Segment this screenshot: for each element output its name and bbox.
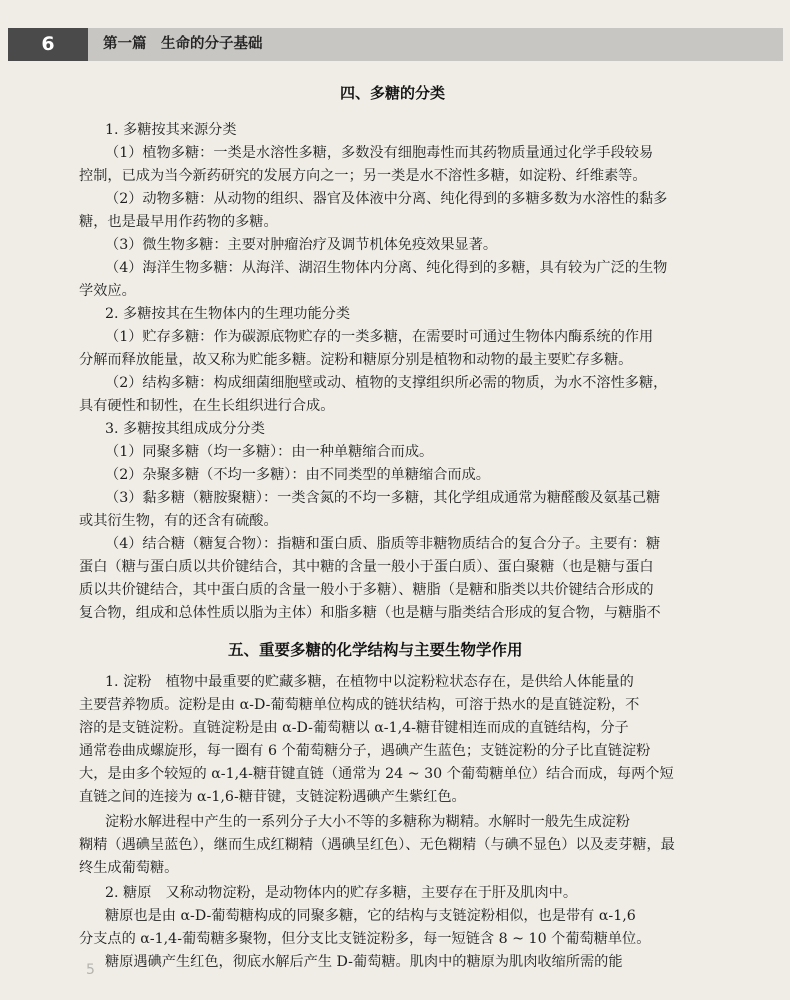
paragraph-line: 或其衍生物，有的还含有硫酸。	[79, 513, 278, 529]
paragraph-line: 质以共价键结合，其中蛋白质的含量一般小于多糖）、糖脂（是糖和脂类以共价键结合形成的	[79, 582, 654, 598]
paragraph-line: 分解而释放能量，故又称为贮能多糖。淀粉和糖原分别是植物和动物的最主要贮存多糖。	[79, 352, 633, 368]
subheading: 2. 多糖按其在生物体内的生理功能分类	[105, 306, 351, 322]
subheading: 3. 多糖按其组成成分分类	[105, 421, 265, 437]
running-header	[8, 28, 783, 61]
paragraph-line: 糖原也是由 α-D-葡萄糖构成的同聚多糖，它的结构与支链淀粉相似，也是带有 α-1,6	[105, 908, 636, 924]
bleed-through-page-number: 5	[86, 962, 95, 978]
paragraph-line: （4）海洋生物多糖：从海洋、湖沼生物体内分离、纯化得到的多糖，具有较为广泛的生物	[105, 260, 668, 276]
section-heading: 四、多糖的分类	[340, 84, 446, 102]
paragraph-line: 2. 糖原 又称动物淀粉，是动物体内的贮存多糖，主要存在于肝及肌肉中。	[105, 885, 578, 901]
paragraph-line: 1. 淀粉 植物中最重要的贮藏多糖，在植物中以淀粉粒状态存在，是供给人体能量的	[105, 674, 634, 690]
paragraph-line: 通常卷曲成螺旋形，每一圈有 6 个葡萄糖分子，遇碘产生蓝色；支链淀粉的分子比直链淀粉	[79, 743, 651, 759]
paragraph-line: 糊精（遇碘呈蓝色），继而生成红糊精（遇碘呈红色）、无色糊精（与碘不显色）以及麦芽糖，最	[79, 837, 675, 853]
paragraph-line: 淀粉水解进程中产生的一系列分子大小不等的多糖称为糊精。水解时一般先生成淀粉	[105, 814, 630, 830]
paragraph-line: （2）结构多糖：构成细菌细胞壁或动、植物的支撑组织所必需的物质，为水不溶性多糖，	[105, 375, 668, 391]
paragraph-line: 糖原遇碘产生红色，彻底水解后产生 D-葡萄糖。肌肉中的糖原为肌肉收缩所需的能	[105, 954, 623, 970]
paragraph-line: 控制，已成为当今新药研究的发展方向之一；另一类是水不溶性多糖，如淀粉、纤维素等。	[79, 168, 647, 184]
paragraph-line: （2）动物多糖：从动物的组织、器官及体液中分离、纯化得到的多糖多数为水溶性的黏多	[105, 191, 668, 207]
paragraph-line: 直链之间的连接为 α-1,6-糖苷键，支链淀粉遇碘产生紫红色。	[79, 789, 466, 805]
paragraph-line: 蛋白（糖与蛋白质以共价键结合，其中糖的含量一般小于蛋白质）、蛋白聚糖（也是糖与蛋白	[79, 559, 654, 575]
paragraph-line: （1）贮存多糖：作为碳源底物贮存的一类多糖，在需要时可通过生物体内酶系统的作用	[105, 329, 654, 345]
paragraph-line: （3）微生物多糖：主要对肿瘤治疗及调节机体免疫效果显著。	[105, 237, 498, 253]
paragraph-line: 主要营养物质。淀粉是由 α-D-葡萄糖单位构成的链状结构，可溶于热水的是直链淀粉，不	[79, 697, 640, 713]
paragraph-line: （2）杂聚多糖（不均一多糖）：由不同类型的单糖缩合而成。	[105, 467, 490, 483]
paragraph-line: 大，是由多个较短的 α-1,4-糖苷键直链（通常为 24 ~ 30 个葡萄糖单位）结合而成，每两个短	[79, 766, 674, 782]
chapter-title: 第一篇 生命的分子基础	[103, 36, 263, 52]
subheading: 1. 多糖按其来源分类	[105, 122, 237, 138]
paragraph-line: 具有硬性和韧性，在生长组织进行合成。	[79, 398, 335, 414]
paragraph-line: （4）结合糖（糖复合物）：指糖和蛋白质、脂质等非糖物质结合的复合分子。主要有：糖	[105, 536, 661, 552]
paragraph-line: （1）植物多糖：一类是水溶性多糖，多数没有细胞毒性而其药物质量通过化学手段较易	[105, 145, 654, 161]
paragraph-line: 学效应。	[79, 283, 136, 299]
paragraph-line: 溶的是支链淀粉。直链淀粉是由 α-D-葡萄糖以 α-1,4-糖苷键相连而成的直链结构，分子	[79, 720, 629, 736]
paragraph-line: （3）黏多糖（糖胺聚糖）：一类含氮的不均一多糖，其化学组成通常为糖醛酸及氨基己糖	[105, 490, 661, 506]
paragraph-line: 复合物，组成和总体性质以脂为主体）和脂多糖（也是糖与脂类结合形成的复合物，与糖脂不	[79, 605, 661, 621]
paragraph-line: （1）同聚多糖（均一多糖）：由一种单糖缩合而成。	[105, 444, 434, 460]
page-number: 6	[8, 28, 88, 61]
paragraph-line: 终生成葡萄糖。	[79, 860, 179, 876]
paragraph-line: 分支点的 α-1,4-葡萄糖多聚物，但分支比支链淀粉多，每一短链含 8 ~ 10 个葡萄糖单位。	[79, 931, 651, 947]
paragraph-line: 糖，也是最早用作药物的多糖。	[79, 214, 278, 230]
section-heading: 五、重要多糖的化学结构与主要生物学作用	[228, 641, 523, 659]
